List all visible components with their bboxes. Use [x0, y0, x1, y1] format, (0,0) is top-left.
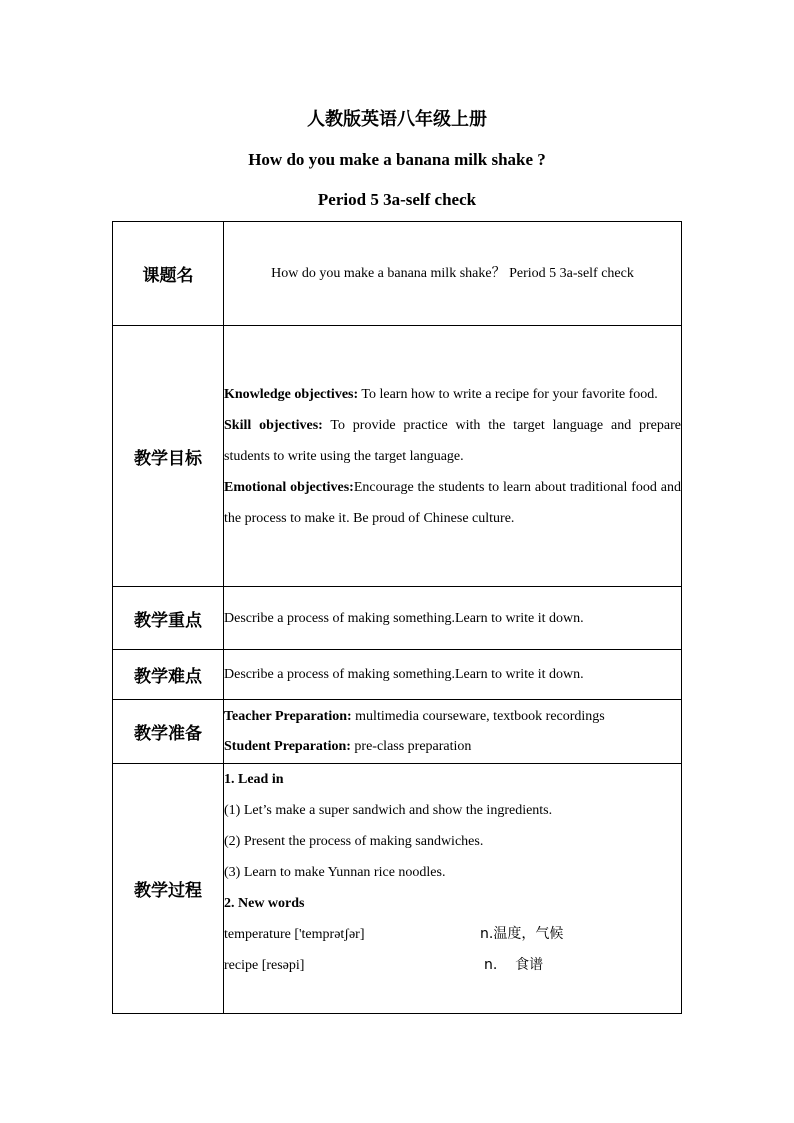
step1-item: (3) Learn to make Yunnan rice noodles. — [224, 865, 446, 880]
knowledge-text: To learn how to write a recipe for your favorite food. — [358, 386, 658, 402]
student-prep-label: Student Preparation: — [224, 738, 351, 754]
document-title: 人教版英语八年级上册 — [307, 109, 487, 130]
row-key-points — [113, 587, 682, 650]
label-key-points: 教学重点 — [113, 587, 224, 650]
teacher-prep-label: Teacher Preparation: — [224, 708, 352, 724]
vocab-meaning: n.温度，气候 — [480, 926, 564, 942]
step1-title: 1. Lead in — [224, 772, 284, 787]
label-goals: 教学目标 — [113, 326, 224, 587]
row-goals — [113, 326, 682, 587]
vocab-meaning: n. 食谱 — [484, 957, 544, 973]
student-preparation — [224, 732, 681, 762]
label-topic: 课题名 — [113, 222, 224, 326]
teacher-preparation — [224, 702, 681, 732]
emotional-text: Encourage the students to learn about traditional food and the process to make it. Be proud of Chinese culture. — [224, 479, 681, 526]
label-difficulties: 教学难点 — [113, 650, 224, 700]
difficulties-text: Describe a process of making something.Learn to write it down. — [224, 650, 682, 700]
vocab-word: temperature ['temprətʃər] — [224, 927, 365, 942]
vocab-word: recipe [resəpi] — [224, 958, 305, 973]
label-process: 教学过程 — [113, 764, 224, 1014]
row-process — [113, 764, 682, 1014]
teacher-prep-text: multimedia courseware, textbook recordings — [351, 708, 605, 724]
skill-label: Skill objectives: — [224, 417, 323, 433]
row-preparation — [113, 700, 682, 764]
step1-item: (2) Present the process of making sandwiches. — [224, 834, 484, 849]
row-difficulties — [113, 650, 682, 700]
step2-title: 2. New words — [224, 896, 305, 911]
step1-item: (1) Let’s make a super sandwich and show the ingredients. — [224, 803, 553, 818]
knowledge-objective — [224, 379, 681, 410]
goals-content — [224, 326, 682, 587]
label-preparation: 教学准备 — [113, 700, 224, 764]
process-content — [224, 764, 682, 1014]
lesson-plan-table — [112, 221, 682, 1014]
student-prep-text: pre-class preparation — [350, 738, 472, 754]
topic-text: How do you make a banana milk shake？ Period 5 3a-self check — [224, 222, 682, 326]
preparation-content — [224, 700, 682, 764]
skill-text: To provide practice with the target language and prepare students to write using the target language. — [224, 417, 681, 464]
emotional-objective — [224, 472, 681, 534]
vocab-row — [224, 919, 681, 950]
vocab-row — [224, 950, 681, 981]
key-points-text: Describe a process of making something.Learn to write it down. — [224, 587, 682, 650]
knowledge-label: Knowledge objectives: — [224, 386, 359, 402]
emotional-label: Emotional objectives: — [224, 479, 354, 495]
lesson-period: Period 5 3a-self check — [317, 190, 477, 209]
row-topic — [113, 222, 682, 326]
skill-objective — [224, 410, 681, 472]
lesson-title: How do you make a banana milk shake ? — [248, 150, 546, 169]
